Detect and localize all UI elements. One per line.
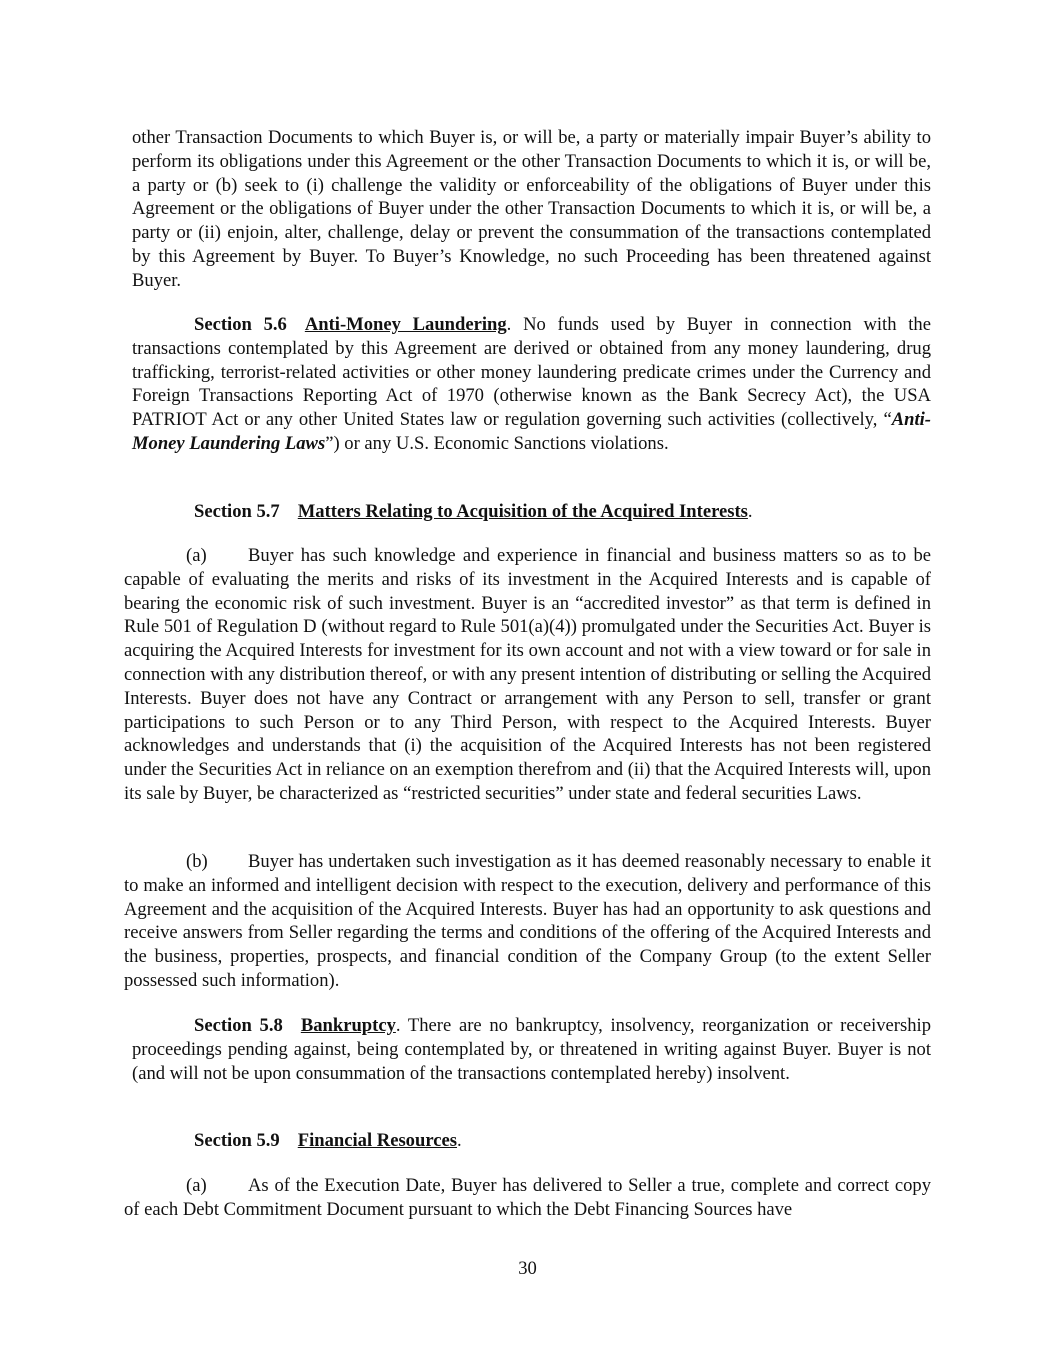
section-5-6-number: Section 5.6 <box>194 314 287 335</box>
page-number: 30 <box>518 1258 537 1279</box>
section-5-6 <box>132 313 931 456</box>
section-5-9-tail: . <box>456 1130 462 1151</box>
section-5-7-number: Section 5.7 <box>194 501 280 522</box>
section-5-8-number: Section 5.8 <box>194 1015 283 1036</box>
section-5-8-title: Bankruptcy <box>300 1015 396 1036</box>
paragraph-continuation-text: other Transaction Documents to which Buyer is, or will be, a party or materially impair Buyer’s ability to perform its obligations under this Agreement or the other Transaction Documents to which it is, or will be, a party or (b) seek to (i) challenge the validity or enforceability of the obligations of Buyer under this Agreement or the obligations of Buyer under the other Transaction Documents to which it is, or will be, a party or (ii) enjoin, alter, challenge, delay or prevent the consummation of the transactions contemplated by this Agreement by Buyer. To Buyer’s Knowledge, no such Proceeding has been threatened against Buyer. <box>132 127 931 291</box>
section-5-7-title: Matters Relating to Acquisition of the Acquired Interests <box>297 501 748 522</box>
section-5-9-title: Financial Resources <box>297 1130 457 1151</box>
paragraph-continuation <box>132 126 931 293</box>
section-5-9-a-text: As of the Execution Date, Buyer has delivered to Seller a true, complete and correct copy of each Debt Commitment Document pursuant to which the Debt Financing Sources have <box>124 1175 931 1220</box>
section-5-7-b-label: (b) <box>186 851 208 872</box>
section-5-7-b-text: Buyer has undertaken such investigation as it has deemed reasonably necessary to enable it to make an informed and intelligent decision with respect to the execution, delivery and performance of this Agreement and the acquisition of the Acquired Interests. Buyer has had an opportunity to ask questions and receive answers from Seller regarding the terms and conditions of the offering of the Acquired Interests and the business, properties, prospects, and financial condition of the Company Group (to the extent Seller possessed such information). <box>124 851 931 991</box>
section-5-9-a-label: (a) <box>186 1175 207 1196</box>
section-5-6-tail: ”) or any U.S. Economic Sanctions violations. <box>325 432 669 454</box>
section-5-9-a <box>124 1174 931 1222</box>
section-5-7-a-label: (a) <box>186 545 207 566</box>
section-5-9-number: Section 5.9 <box>194 1130 280 1151</box>
section-5-7-a-text: Buyer has such knowledge and experience in financial and business matters so as to be capable of evaluating the merits and risks of its investment in the Acquired Interests and is capable of bearing the economic risk of such investment. Buyer is an “accredited investor” as that term is defined in Rule 501 of Regulation D (without regard to Rule 501(a)(4)) promulgated under the Securities Act. Buyer is acquiring the Acquired Interests for investment for its own account and not with a view toward or for sale in connection with any distribution thereof, or with any present intention of distributing or selling the Acquired Interests. Buyer does not have any Contract or arrangement with any Person to sell, transfer or grant participations to such Person or to any Third Person, with respect to the Acquired Interests. Buyer acknowledges and understands that (i) the acquisition of the Acquired Interests has not been registered under the Securities Act in reliance on an exemption therefrom and (ii) that the Acquired Interests will, upon its sale by Buyer, be characterized as “restricted securities” under state and federal securities Laws. <box>124 545 931 804</box>
section-5-6-text: . No funds used by Buyer in connection with the transactions contemplated by this Agreement are derived or obtained from any money laundering, drug trafficking, terrorist-related activities or other money laundering predicate crimes under the Currency and Foreign Transactions Reporting Act of 1970 (otherwise known as the Bank Secrecy Act), the USA PATRIOT Act or any other United States law or regulation governing such activities (collectively, “ <box>132 314 931 431</box>
section-5-6-title: Anti-Money Laundering <box>304 314 507 335</box>
section-5-8-text: . There are no bankruptcy, insolvency, reorganization or receivership proceedings pending against, being contemplated by, or threatened in writing against Buyer. Buyer is not (and will not be upon consummation of the transactions contemplated hereby) insolvent. <box>132 1015 931 1084</box>
section-5-7-b <box>124 850 931 993</box>
section-5-7-a <box>124 544 931 806</box>
section-5-7-heading <box>132 500 931 524</box>
section-5-8 <box>132 1014 931 1085</box>
section-5-7-tail: . <box>747 501 753 522</box>
section-5-9-heading <box>132 1129 931 1153</box>
defined-term-anti-money-laundering-laws: Anti-Money Laundering Laws <box>132 409 931 454</box>
